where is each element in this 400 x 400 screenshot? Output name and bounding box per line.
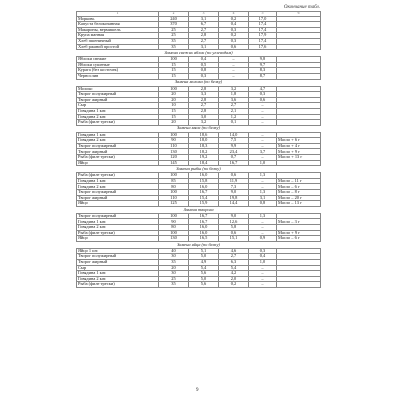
product-name-cell: Сыр [77,103,159,109]
product-name-cell: Рыба (филе трески) [77,173,159,179]
note-cell: Масло + 9 г [277,149,321,155]
column-number: 2 [159,12,189,17]
note-cell [277,282,321,288]
value-cell: – [249,132,277,138]
value-cell: 7,3 [219,184,249,190]
product-name-cell: Говядина 2 кат. [77,276,159,282]
product-name-cell: Рыба (филе трески) [77,282,159,288]
value-cell: 4,9 [189,259,219,265]
value-cell: 6,3 [219,259,249,265]
value-cell: 2,8 [189,86,219,92]
value-cell: 15 [159,108,189,114]
value-cell: 90 [159,138,189,144]
column-number: 5 [249,12,277,17]
product-name-cell: Чернослив [77,73,159,79]
product-name-cell: Говядина 1 кат. [77,271,159,277]
value-cell: – [249,108,277,114]
section-heading: Замена мяса (по белку) [77,125,321,132]
value-cell: 240 [159,16,189,22]
value-cell: 4,7 [249,86,277,92]
product-name-cell: Творог полужирный [77,143,159,149]
value-cell: 20 [159,92,189,98]
value-cell: 25 [159,276,189,282]
product-name-cell: Курага (без косточек) [77,68,159,74]
note-cell: Масло – 6 г [277,184,321,190]
value-cell: 5,0 [189,276,219,282]
value-cell: 16,5 [189,236,219,242]
value-cell: 35 [159,282,189,288]
value-cell: 17,4 [249,22,277,28]
value-cell: 18,4 [189,160,219,166]
product-name-cell: Творог полужирный [77,190,159,196]
value-cell: 19,8 [219,195,249,201]
value-cell: – [249,138,277,144]
value-cell: 100 [159,190,189,196]
product-name-cell: Рыба (филе трески) [77,230,159,236]
value-cell: 20 [159,265,189,271]
product-name-cell: Яйцо [77,201,159,207]
value-cell: 0,4 [249,254,277,260]
section-heading-row [77,206,321,213]
value-cell: 2,8 [189,108,219,114]
note-cell: Масло – 6 г [277,236,321,242]
product-name-cell: Творог полужирный [77,213,159,219]
note-cell: Масло – 20 г [277,195,321,201]
column-number: 6 [277,12,321,17]
value-cell: 11,9 [219,178,249,184]
value-cell: – [249,103,277,109]
column-number: 3 [189,12,219,17]
table-continuation-label: Окончание табл. [283,5,320,10]
value-cell: 100 [159,213,189,219]
product-name-cell: Яблоки сушеные [77,62,159,68]
product-name-cell: Творог жирный [77,259,159,265]
value-cell: 2,0 [219,276,249,282]
section-heading: Замена рыбы (по белку) [77,166,321,173]
value-cell: 0,2 [219,282,249,288]
value-cell: 5,4 [219,265,249,271]
value-cell: 3,3 [189,92,219,98]
value-cell: 14,4 [219,201,249,207]
value-cell: 4,2 [219,271,249,277]
value-cell: 0,3 [189,73,219,79]
value-cell: – [249,219,277,225]
value-cell: 16,7 [189,190,219,196]
value-cell: 40 [159,248,189,254]
section-heading-row [77,166,321,173]
page-number: 9 [196,388,199,393]
section-heading: Замена молока (по белку) [77,79,321,86]
value-cell: 1,3 [249,190,277,196]
value-cell: – [249,155,277,161]
product-name-cell: Творог полужирный [77,254,159,260]
product-name-cell: Говядина 2 кат. [77,225,159,231]
value-cell: 25 [159,27,189,33]
value-cell: – [249,282,277,288]
product-name-cell: Крупа манная [77,33,159,39]
section-heading-row [77,50,321,57]
note-cell: Масло – 13 г [277,201,321,207]
value-cell: 30 [159,254,189,260]
section-heading: Замена яйца (по белку) [77,241,321,248]
value-cell: – [249,225,277,231]
value-cell: 16,7 [189,219,219,225]
value-cell: 100 [159,230,189,236]
value-cell: 15,8 [189,178,219,184]
value-cell: – [219,68,249,74]
value-cell: 130 [159,236,189,242]
value-cell: 20 [159,97,189,103]
value-cell: 3,2 [219,86,249,92]
value-cell: 5,1 [189,248,219,254]
product-name-cell: Яйцо [77,160,159,166]
product-name-cell: Морковь [77,16,159,22]
note-cell: Масло – 11 г [277,178,321,184]
value-cell: 17,4 [249,38,277,44]
product-name-cell: Творог жирный [77,97,159,103]
value-cell: 9,8 [249,57,277,63]
value-cell: 120 [159,155,189,161]
value-cell: 23,4 [219,149,249,155]
value-cell: 3,1 [189,44,219,50]
value-cell: 2,1 [219,108,249,114]
section-heading: Замена творога [77,206,321,213]
value-cell: 0,3 [219,27,249,33]
value-cell: 16,0 [189,173,219,179]
value-cell: 5,4 [189,265,219,271]
product-name-cell: Говядина 1 кат. [77,132,159,138]
value-cell: – [249,114,277,120]
value-cell: – [249,178,277,184]
value-cell: 9,9 [219,143,249,149]
value-cell: 0,2 [219,33,249,39]
value-cell: 0,3 [249,248,277,254]
product-name-cell: Сыр [77,265,159,271]
value-cell: 0,7 [219,155,249,161]
value-cell: – [249,184,277,190]
product-name-cell: Говядина 2 кат. [77,184,159,190]
value-cell: 1,3 [249,173,277,179]
value-cell: 17,4 [249,27,277,33]
value-cell: 35 [159,38,189,44]
value-cell: 9,7 [249,62,277,68]
value-cell: 0,3 [219,38,249,44]
product-name-cell: Говядина 2 кат. [77,138,159,144]
value-cell: 2,8 [189,97,219,103]
value-cell: 9,0 [219,190,249,196]
product-name-cell: Творог жирный [77,149,159,155]
value-cell: 16,7 [219,160,249,166]
note-cell: Масло – 8 г [277,190,321,196]
value-cell: 10 [159,103,189,109]
value-cell: 130 [159,149,189,155]
value-cell: 100 [159,132,189,138]
section-heading-row [77,79,321,86]
section-heading-row [77,125,321,132]
product-name-cell: Молоко [77,86,159,92]
value-cell: 0,6 [219,44,249,50]
value-cell: 15 [159,68,189,74]
value-cell: 0,4 [219,22,249,28]
product-name-cell: Яйцо 1 шт. [77,248,159,254]
value-cell: – [249,265,277,271]
value-cell: 16,7 [189,213,219,219]
value-cell: 18,3 [189,143,219,149]
value-cell: 370 [159,22,189,28]
value-cell: 35 [159,44,189,50]
note-cell: Масло + 6 г [277,138,321,144]
value-cell: 15,4 [189,195,219,201]
value-cell: – [219,62,249,68]
value-cell: 15 [159,62,189,68]
value-cell: 16,0 [189,225,219,231]
value-cell: – [249,230,277,236]
value-cell: 0,5 [189,62,219,68]
value-cell: 35 [159,259,189,265]
value-cell: 18,6 [189,132,219,138]
value-cell: 2,7 [219,103,249,109]
value-cell: 5,8 [219,225,249,231]
value-cell: 80 [159,184,189,190]
value-cell: 85 [159,178,189,184]
value-cell: 2,8 [189,33,219,39]
value-cell: 0,1 [219,120,249,126]
value-cell: 9,0 [219,213,249,219]
product-name-cell: Рыба (филе трески) [77,120,159,126]
value-cell: 1,8 [219,92,249,98]
value-cell: 17,0 [249,16,277,22]
value-cell: 20 [159,120,189,126]
value-cell: 0,6 [249,97,277,103]
value-cell: 15 [159,114,189,120]
product-name-cell: Говядина 1 кат. [77,219,159,225]
product-name-cell: Яблоки свежие [77,57,159,63]
value-cell: 90 [159,219,189,225]
column-number: 1 [77,12,159,17]
value-cell: 17,9 [249,33,277,39]
value-cell: 0,6 [219,173,249,179]
product-name-cell: Хлеб ржаной простой [77,44,159,50]
value-cell: 80 [159,225,189,231]
value-cell: 3,0 [189,114,219,120]
value-cell: 0,2 [219,16,249,22]
value-cell: 1,0 [249,259,277,265]
value-cell: 18,0 [189,138,219,144]
value-cell: – [249,143,277,149]
value-cell: 2,7 [189,27,219,33]
product-name-cell: Капуста белокочанная [77,22,159,28]
value-cell: – [219,57,249,63]
value-cell: 2,7 [189,38,219,44]
product-name-cell: Творог полужирный [77,92,159,98]
value-cell: 3,1 [249,195,277,201]
value-cell: 3,1 [189,16,219,22]
value-cell: 3,6 [219,97,249,103]
product-name-cell: Макароны, вермишель [77,27,159,33]
value-cell: 15,9 [189,201,219,207]
product-name-cell: Хлеб пшеничный [77,38,159,44]
value-cell: 5,0 [189,254,219,260]
section-heading: Замена свежих яблок (по углеводам) [77,50,321,57]
value-cell: 4,6 [219,248,249,254]
value-cell: 0,4 [189,57,219,63]
value-cell: 16,0 [189,230,219,236]
product-name-cell: Говядина 1 кат. [77,108,159,114]
value-cell: 3,2 [189,120,219,126]
value-cell: 0,8 [249,201,277,207]
value-cell: – [249,271,277,277]
section-heading-row [77,241,321,248]
value-cell: 110 [159,195,189,201]
value-cell: 15 [159,73,189,79]
value-cell: 18,2 [189,149,219,155]
value-cell: 3,7 [249,149,277,155]
value-cell: 15,1 [219,236,249,242]
column-number: 4 [219,12,249,17]
value-cell: 8,3 [249,68,277,74]
value-cell: 30 [159,271,189,277]
value-cell: 145 [159,160,189,166]
value-cell: 5,6 [189,271,219,277]
value-cell: 1,2 [219,114,249,120]
value-cell: 1,0 [249,160,277,166]
food-substitution-table [76,11,321,288]
value-cell: 8,7 [249,73,277,79]
value-cell: – [249,276,277,282]
product-name-cell: Говядина 1 кат. [77,178,159,184]
note-cell: Масло + 4 г [277,143,321,149]
value-cell: 100 [159,86,189,92]
value-cell: 0,6 [219,230,249,236]
value-cell: – [249,120,277,126]
value-cell: – [219,73,249,79]
product-name-cell: Рыба (филе трески) [77,155,159,161]
value-cell: 2,7 [189,103,219,109]
value-cell: 125 [159,201,189,207]
value-cell: 6,7 [189,22,219,28]
value-cell: 16,0 [189,184,219,190]
note-cell: Масло + 9 г [277,230,321,236]
value-cell: 5,6 [189,282,219,288]
table-row [77,282,321,288]
value-cell: 12,6 [219,219,249,225]
value-cell: 1,3 [249,213,277,219]
value-cell: 0,3 [249,92,277,98]
value-cell: 0,9 [249,236,277,242]
value-cell: 7,5 [219,138,249,144]
note-cell: Масло – 3 г [277,219,321,225]
value-cell: 110 [159,143,189,149]
product-name-cell: Яйцо [77,236,159,242]
value-cell: 25 [159,33,189,39]
product-name-cell: Говядина 2 кат. [77,114,159,120]
product-name-cell: Творог жирный [77,195,159,201]
note-cell: Масло + 13 г [277,155,321,161]
value-cell: 0,8 [189,68,219,74]
value-cell: 2,7 [219,254,249,260]
value-cell: 19,2 [189,155,219,161]
value-cell: 17,6 [249,44,277,50]
value-cell: 100 [159,173,189,179]
value-cell: 14,0 [219,132,249,138]
value-cell: 100 [159,57,189,63]
